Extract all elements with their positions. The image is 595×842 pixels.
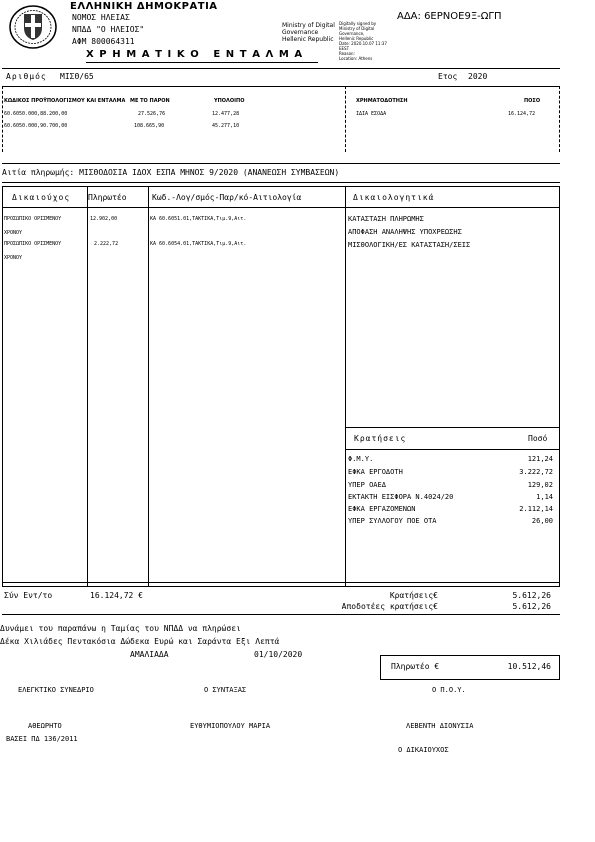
sig-line-5: Date: 2020.10.07 11:37 bbox=[339, 41, 387, 46]
payee-row-1-code: ΚΑ 60.6051.01,ΤΑΚΤΙΚΑ,Τιμ.9,Αιτ. bbox=[150, 216, 247, 222]
president-title: Ο Π.Ο.Υ. bbox=[432, 686, 466, 694]
title-underline bbox=[86, 62, 318, 63]
funding-source: ΙΔΙΑ ΕΣΟΔΑ bbox=[356, 111, 387, 117]
deduction-row-5-amount: 2.112,14 bbox=[519, 505, 553, 513]
budget-header-code: ΚΩΔΙΚΟΣ ΠΡΟΫΠΟΛΟΓΙΣΜΟΥ ΚΑΙ ΕΝΤΑΛΜΑ bbox=[4, 98, 126, 104]
ministry-line-1: Ministry of Digital bbox=[282, 22, 335, 29]
sig-line-8: Location: Athens bbox=[339, 56, 373, 61]
retained-label: Αποδοτέες κρατήσεις€ bbox=[341, 602, 438, 611]
funding-header: ΧΡΗΜΑΤΟΔΟΤΗΣΗ bbox=[356, 98, 408, 104]
issue-date: 01/10/2020 bbox=[254, 650, 303, 659]
funding-amount: 16.124,72 bbox=[508, 111, 536, 117]
drafter-title: Ο ΣΥΝΤΑΞΑΣ bbox=[204, 686, 247, 694]
president-name: ΛΕΒΕΝΤΗ ΔΙΟΝΥΣΙΑ bbox=[406, 722, 474, 730]
sig-line-3: Governance, bbox=[339, 31, 365, 36]
deductions-total-value: 5.612,26 bbox=[512, 591, 551, 600]
budget-header-current: ΜΕ ΤΟ ΠΑΡΟΝ bbox=[130, 98, 170, 104]
deductions-total-label: Κρατήσεις€ bbox=[389, 591, 438, 600]
document-item-3: ΜΙΣΘΟΛΟΓΙΚΗ/ΕΣ ΚΑΤΑΣΤΑΣΗ/ΣΕΙΣ bbox=[348, 241, 471, 249]
budget-row-2-remaining: 45.277,10 bbox=[212, 123, 240, 129]
audit-council: ΕΛΕΓΚΤΙΚΟ ΣΥΝΕΔΡΙΟ bbox=[18, 686, 94, 694]
payable-label: Πληρωτέο € bbox=[391, 662, 440, 671]
issue-place: ΑΜΑΛΙΑΔΑ bbox=[130, 650, 169, 659]
payee-header: Δικαιούχος bbox=[12, 193, 71, 202]
rule-year bbox=[2, 86, 560, 87]
document-title: ΧΡΗΜΑΤΙΚΟ ΕΝΤΑΛΜΑ bbox=[86, 49, 308, 60]
sig-line-7: Reason: bbox=[339, 51, 355, 56]
document-number: ΜΙΣΘ/65 bbox=[60, 72, 94, 81]
tax-id: ΑΦΜ 800064311 bbox=[72, 37, 135, 46]
amount-in-words: Δέκα Χιλιάδες Πεντακόσια Δώδεκα Ευρώ και Σαράντα Εξι Λεπτά bbox=[0, 637, 280, 646]
sig-line-2: Ministry of Digital bbox=[339, 26, 375, 31]
deduction-row-4-amount: 1,14 bbox=[536, 493, 553, 501]
payee-row-2-code: ΚΑ 60.6054.01,ΤΑΚΤΙΚΑ,Τιμ.9,Αιτ. bbox=[150, 241, 247, 247]
code-header: Κωδ.-Λογ/σμός-Παρ/κό-Αιτιολογία bbox=[152, 193, 302, 202]
deductions-header: Κρατήσεις bbox=[354, 434, 407, 443]
sig-line-4: Hellenic Republic bbox=[339, 36, 374, 41]
document-item-1: ΚΑΤΑΣΤΑΣΗ ΠΛΗΡΩΜΗΣ bbox=[348, 215, 424, 223]
payee-row-2-name2: ΧΡΟΝΟΥ bbox=[4, 255, 23, 261]
deduction-row-1-label: Φ.Μ.Υ. bbox=[348, 455, 374, 463]
ministry-line-3: Hellenic Republic bbox=[282, 36, 334, 43]
legal-basis: ΒΑΣΕΙ ΠΔ 136/2011 bbox=[6, 735, 78, 743]
year-label: Ετος bbox=[438, 72, 458, 81]
ada-code: ΑΔΑ: 6ΕΡΝΟΕ9Ξ-ΩΓΠ bbox=[397, 11, 502, 22]
exempt-note: ΑΘΕΩΡΗΤΟ bbox=[28, 722, 62, 730]
beneficiary-signature: Ο ΔΙΚΑΙΟΥΧΟΣ bbox=[398, 746, 449, 754]
sig-line-1: Digitally signed by bbox=[339, 21, 377, 26]
document-item-2: ΑΠΟΦΑΣΗ ΑΝΑΛΗΨΗΣ ΥΠΟΧΡΕΩΣΗΣ bbox=[348, 228, 462, 236]
deductions-amount-header: Ποσό bbox=[528, 434, 548, 443]
payee-row-1-amount: 12.902,00 bbox=[90, 216, 118, 222]
budget-row-2-code: 60.6050.000,90.700,00 bbox=[4, 123, 68, 129]
sum-value: 16.124,72 € bbox=[90, 591, 143, 600]
payee-row-2-name: ΠΡΟΣΩΠΙΚΟ ΟΡΙΣΜΕΝΟΥ bbox=[4, 241, 62, 247]
drafter-name: ΕΥΘΥΜΙΟΠΟΥΛΟΥ ΜΑΡΙΑ bbox=[190, 722, 271, 730]
deduction-row-3-label: ΥΠΕΡ ΟΑΕΔ bbox=[348, 481, 386, 489]
number-label: Αριθμός bbox=[6, 72, 47, 81]
ministry-line-2: Governance bbox=[282, 29, 319, 36]
payable-total: 10.512,46 bbox=[507, 662, 551, 671]
payee-row-1-name2: ΧΡΟΝΟΥ bbox=[4, 230, 23, 236]
budget-row-1-remaining: 12.477,28 bbox=[212, 111, 240, 117]
deduction-row-6-amount: 26,00 bbox=[531, 517, 553, 525]
rule-cause-top bbox=[2, 163, 560, 164]
budget-row-2-current: 108.665,90 bbox=[134, 123, 165, 129]
greek-emblem-icon bbox=[8, 4, 58, 50]
year-value: 2020 bbox=[468, 72, 488, 81]
sig-line-6: EEST bbox=[339, 46, 350, 51]
entity-name: ΝΠΔΔ "Ο ΗΛΕΙΟΣ" bbox=[72, 25, 145, 34]
retained-value: 5.612,26 bbox=[512, 602, 551, 611]
payee-row-2-amount: 2.222,72 bbox=[94, 241, 119, 247]
deduction-row-1-amount: 121,24 bbox=[527, 455, 553, 463]
payable-header: Πληρωτέο bbox=[88, 193, 127, 202]
deduction-row-6-label: ΥΠΕΡ ΣΥΛΛΟΓΟΥ ΠΟΕ ΟΤΑ bbox=[348, 517, 437, 525]
country-name: ΕΛΛΗΝΙΚΗ ΔΗΜΟΚΡΑΤΙΑ bbox=[70, 1, 218, 12]
deduction-row-4-label: ΕΚΤΑΚΤΗ ΕΙΣΦΟΡΑ Ν.4024/20 bbox=[348, 493, 454, 501]
authorization-text: Δυνάμει του παραπάνω η Ταμίας του ΝΠΔΔ να πληρώσει bbox=[0, 624, 241, 633]
budget-header-remaining: ΥΠΟΛΟΙΠΟ bbox=[214, 98, 245, 104]
ministry-label bbox=[282, 22, 335, 43]
deduction-row-5-label: ΕΦΚΑ ΕΡΓΑΖΟΜΕΝΩΝ bbox=[348, 505, 416, 513]
budget-row-1-current: 27.526,76 bbox=[138, 111, 166, 117]
digital-signature-block bbox=[339, 21, 387, 61]
payee-row-1-name: ΠΡΟΣΩΠΙΚΟ ΟΡΙΣΜΕΝΟΥ bbox=[4, 216, 62, 222]
deduction-row-3-amount: 129,02 bbox=[527, 481, 553, 489]
payment-cause: Αιτία πληρωμής: ΜΙΣΘΟΔΟΣΙΑ ΙΔΟΧ ΕΣΠΑ ΜΗΝΟΣ 9/2020 (ΑΝΑΝΕΩΣΗ ΣΥΜΒΑΣΕΩΝ) bbox=[2, 168, 340, 177]
prefecture: ΝΟΜΟΣ ΗΛΕΙΑΣ bbox=[72, 13, 130, 22]
budget-row-1-code: 60.6050.000,88.200,00 bbox=[4, 111, 68, 117]
documents-header: Δικαιολογητικά bbox=[353, 193, 435, 202]
deduction-row-2-label: ΕΦΚΑ ΕΡΓΟΔΟΤΗ bbox=[348, 468, 403, 476]
rule-top bbox=[2, 68, 560, 69]
funding-amount-header: ΠΟΣΟ bbox=[524, 98, 541, 104]
deduction-row-2-amount: 3.222,72 bbox=[519, 468, 553, 476]
rule-cause-bottom bbox=[2, 182, 560, 183]
sum-label: Σύν Εντ/το bbox=[4, 591, 53, 600]
